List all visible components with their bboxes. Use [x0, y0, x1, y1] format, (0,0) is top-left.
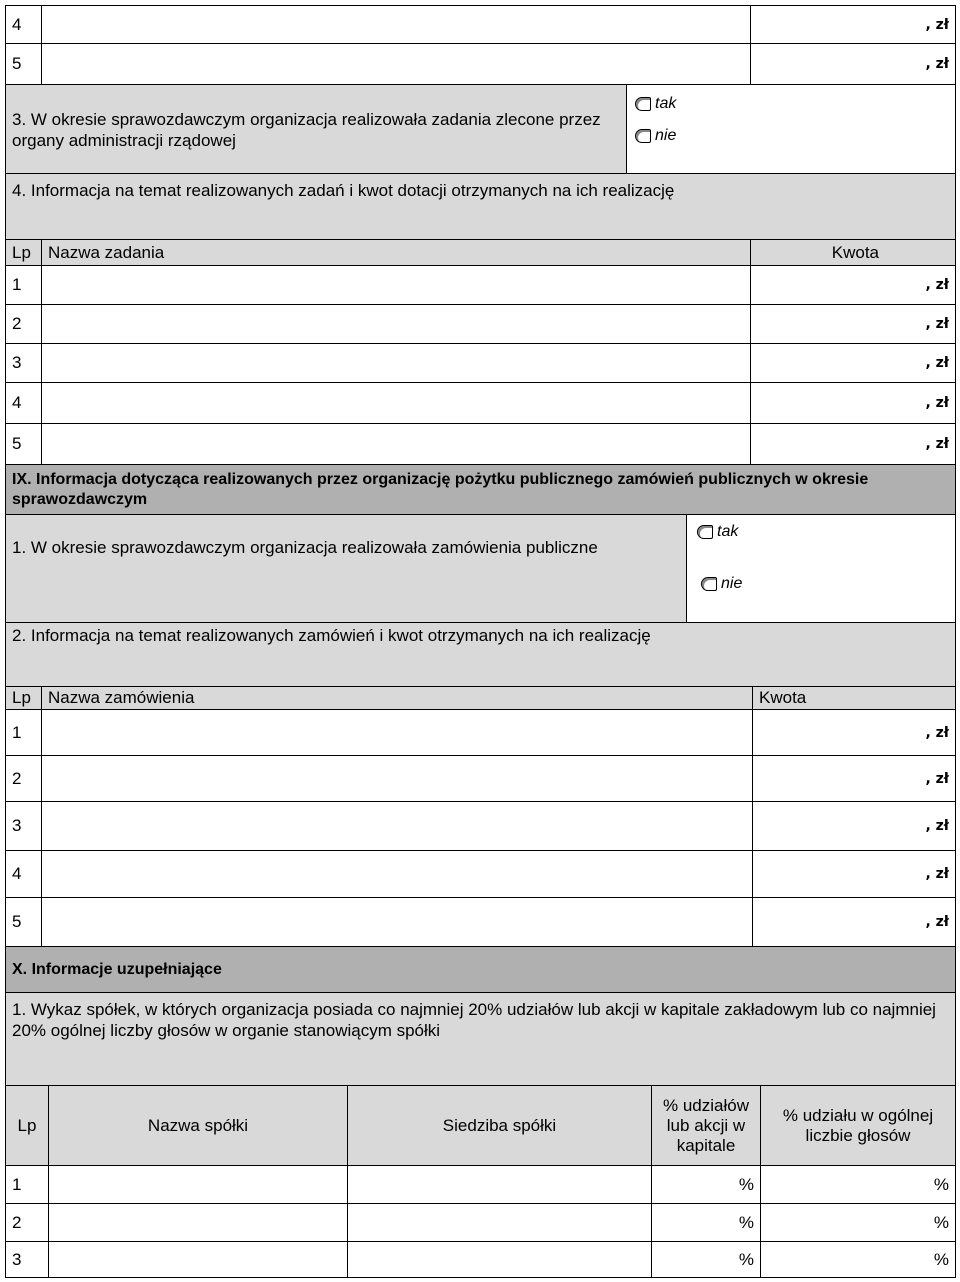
radio-label: tak	[655, 95, 677, 112]
radio-icon	[635, 129, 651, 143]
column-header-name: Nazwa zamówienia	[41, 686, 753, 710]
votes-field[interactable]: %	[760, 1203, 956, 1242]
table-row-lp: 3	[5, 801, 42, 851]
question-2-box	[5, 622, 956, 687]
table-row-lp: 1	[5, 265, 42, 305]
table-row-lp: 5	[5, 423, 42, 465]
amount-field[interactable]: , zł	[750, 5, 956, 44]
table-row-lp: 5	[5, 43, 42, 85]
question-4-text: 4. Informacja na temat realizowanych zadań i kwot dotacji otrzymanych na ich realizację	[12, 181, 675, 200]
company-name-field[interactable]	[48, 1165, 348, 1204]
radio-label: tak	[717, 523, 739, 540]
table-row-lp: 4	[5, 382, 42, 424]
section-title: IX. Informacja dotycząca realizowanych przez organizację pożytku publicznego zamówień publicznych w okresie sprawozdawczym	[12, 471, 869, 508]
question-x1-box	[5, 992, 956, 1086]
amount-field[interactable]: , zł	[750, 43, 956, 85]
name-field[interactable]	[41, 382, 751, 424]
radio-icon	[635, 97, 651, 111]
name-field[interactable]	[41, 850, 753, 898]
amount-field[interactable]: , zł	[750, 304, 956, 344]
amount-field[interactable]: , zł	[750, 265, 956, 305]
table-row-lp: 1	[5, 709, 42, 756]
name-field[interactable]	[41, 755, 753, 802]
question-1-options	[686, 514, 956, 623]
table-row-lp: 4	[5, 850, 42, 898]
shares-field[interactable]: %	[651, 1241, 761, 1278]
name-field[interactable]	[41, 265, 751, 305]
shares-field[interactable]: %	[651, 1165, 761, 1204]
radio-no[interactable]	[701, 575, 742, 593]
company-name-field[interactable]	[48, 1241, 348, 1278]
column-header-amount: Kwota	[752, 686, 956, 710]
radio-icon	[701, 577, 717, 591]
name-field[interactable]	[41, 897, 753, 947]
radio-yes[interactable]	[635, 95, 676, 113]
question-x1-text: 1. Wykaz spółek, w których organizacja posiada co najmniej 20% udziałów lub akcji w kapitale zakładowym lub co najmniej 20% ogólnej liczby głosów w organie stanowiącym spółki	[12, 1000, 936, 1040]
column-header-lp: Lp	[5, 686, 42, 710]
table-row-lp: 5	[5, 897, 42, 947]
radio-label: nie	[655, 127, 677, 144]
name-field[interactable]	[41, 304, 751, 344]
question-1-box	[5, 514, 687, 623]
section-9-header	[5, 464, 956, 515]
company-seat-field[interactable]	[347, 1241, 652, 1278]
name-field[interactable]	[41, 801, 753, 851]
amount-field[interactable]: , zł	[752, 709, 956, 756]
column-header-votes: % udziału w ogólnej liczbie głosów	[760, 1085, 956, 1166]
name-field[interactable]	[41, 423, 751, 465]
company-seat-field[interactable]	[347, 1203, 652, 1242]
amount-field[interactable]: , zł	[750, 382, 956, 424]
radio-no[interactable]	[635, 127, 676, 145]
table-row-lp: 4	[5, 5, 42, 44]
table-row-lp: 2	[5, 755, 42, 802]
table-row-lp: 3	[5, 1241, 49, 1278]
question-3-box	[5, 84, 627, 174]
table-row-lp: 2	[5, 1203, 49, 1242]
column-header-shares: % udziałów lub akcji w kapitale	[651, 1085, 761, 1166]
section-10-header	[5, 946, 956, 993]
name-field[interactable]	[41, 43, 751, 85]
question-2-text: 2. Informacja na temat realizowanych zamówień i kwot otrzymanych na ich realizację	[12, 626, 651, 645]
amount-field[interactable]: , zł	[750, 343, 956, 383]
radio-yes[interactable]	[697, 523, 738, 541]
question-1-text: 1. W okresie sprawozdawczym organizacja realizowała zamówienia publiczne	[12, 538, 598, 557]
column-header-company-seat: Siedziba spółki	[347, 1085, 652, 1166]
question-3-options	[626, 84, 956, 174]
name-field[interactable]	[41, 5, 751, 44]
radio-icon	[697, 525, 713, 539]
column-header-lp: Lp	[5, 239, 42, 266]
table-row-lp: 1	[5, 1165, 49, 1204]
amount-field[interactable]: , zł	[752, 801, 956, 851]
name-field[interactable]	[41, 709, 753, 756]
name-field[interactable]	[41, 343, 751, 383]
section-title: X. Informacje uzupełniające	[12, 961, 222, 978]
amount-field[interactable]: , zł	[752, 850, 956, 898]
column-header-company-name: Nazwa spółki	[48, 1085, 348, 1166]
column-header-name: Nazwa zadania	[41, 239, 751, 266]
column-header-lp: Lp	[5, 1085, 49, 1166]
radio-label: nie	[721, 575, 743, 592]
column-header-amount: Kwota	[750, 239, 956, 266]
company-seat-field[interactable]	[347, 1165, 652, 1204]
question-3-text: 3. W okresie sprawozdawczym organizacja realizowała zadania zlecone przez organy administracji rządowej	[12, 110, 601, 150]
amount-field[interactable]: , zł	[752, 897, 956, 947]
table-row-lp: 3	[5, 343, 42, 383]
votes-field[interactable]: %	[760, 1165, 956, 1204]
company-name-field[interactable]	[48, 1203, 348, 1242]
amount-field[interactable]: , zł	[750, 423, 956, 465]
question-4-box	[5, 173, 956, 240]
shares-field[interactable]: %	[651, 1203, 761, 1242]
votes-field[interactable]: %	[760, 1241, 956, 1278]
amount-field[interactable]: , zł	[752, 755, 956, 802]
table-row-lp: 2	[5, 304, 42, 344]
